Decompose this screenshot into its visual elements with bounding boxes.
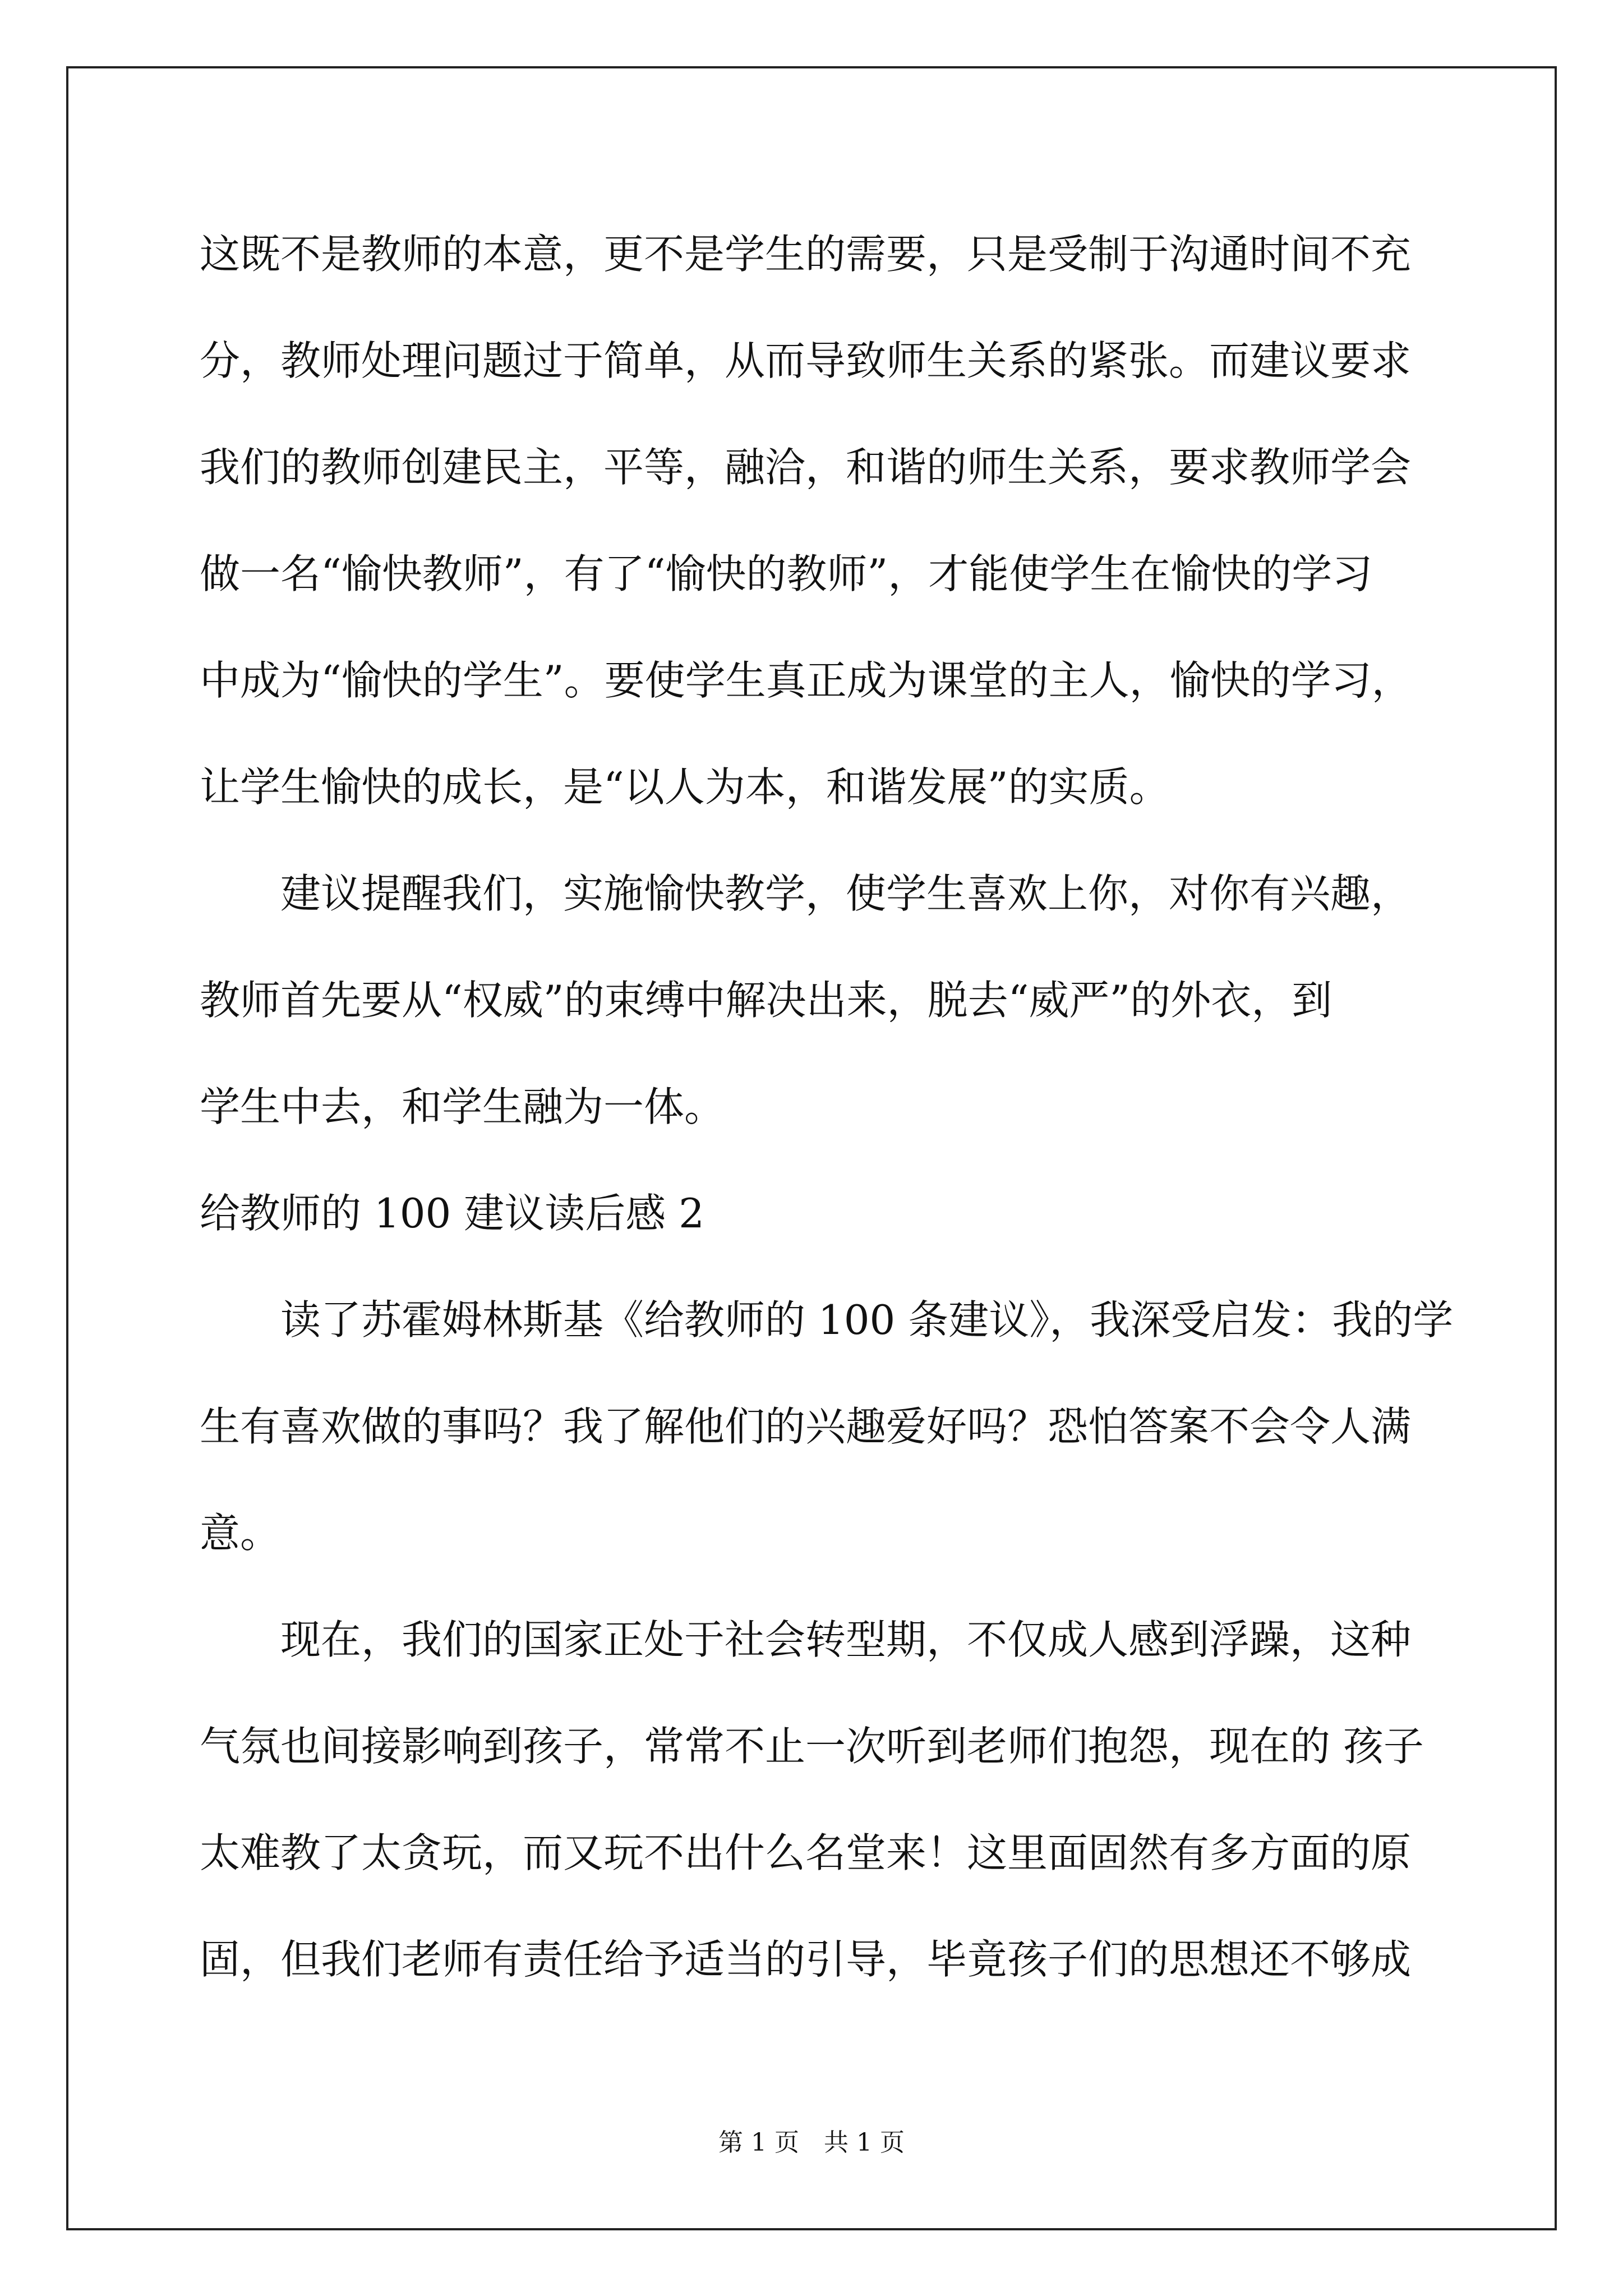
page-footer xyxy=(0,2126,1623,2160)
text-line: 气氛也间接影响到孩子，常常不止一次听到老师们抱怨，现在的 孩子 xyxy=(200,1723,1424,1770)
document-body xyxy=(200,201,1464,2013)
text-line: 意。 xyxy=(200,1510,281,1557)
page-total: 共 1 页 xyxy=(824,2128,905,2157)
text-line: 教师首先要从“权威”的束缚中解决出来，脱去“威严”的外衣，到 xyxy=(200,977,1332,1024)
text-line: 分，教师处理问题过于简单，从而导致师生关系的紧张。而建议要求 xyxy=(200,337,1412,384)
text-line: 让学生愉快的成长，是“以人为本，和谐发展”的实质。 xyxy=(200,763,1170,811)
text-line: 学生中去，和学生融为一体。 xyxy=(200,1083,725,1130)
text-line: 中成为“愉快的学生”。要使学生真正成为课堂的主人，愉快的学习， xyxy=(200,657,1412,704)
text-line: 生有喜欢做的事吗？我了解他们的兴趣爱好吗？恐怕答案不会令人满 xyxy=(200,1403,1412,1450)
page-number: 第 1 页 xyxy=(718,2128,799,2157)
paragraph-start-line: 读了苏霍姆林斯基《给教师的 100 条建议》，我深受启发：我的学 xyxy=(280,1296,1454,1343)
text-line: 这既不是教师的本意，更不是学生的需要，只是受制于沟通时间不充 xyxy=(200,231,1412,278)
paragraph-start-line: 建议提醒我们，实施愉快教学，使学生喜欢上你，对你有兴趣， xyxy=(280,870,1412,917)
text-line: 做一名“愉快教师”，有了“愉快的教师”，才能使学生在愉快的学习 xyxy=(200,550,1373,597)
text-line: 我们的教师创建民主，平等，融洽，和谐的师生关系，要求教师学会 xyxy=(200,444,1412,491)
text-line: 太难教了太贪玩，而又玩不出什么名堂来！这里面固然有多方面的原 xyxy=(200,1829,1412,1876)
paragraph-start-line: 现在，我们的国家正处于社会转型期，不仅成人感到浮躁，这种 xyxy=(280,1616,1412,1663)
text-line: 固，但我们老师有责任给予适当的引导，毕竟孩子们的思想还不够成 xyxy=(200,1936,1412,1983)
section-heading: 给教师的 100 建议读后感 2 xyxy=(200,1190,704,1237)
